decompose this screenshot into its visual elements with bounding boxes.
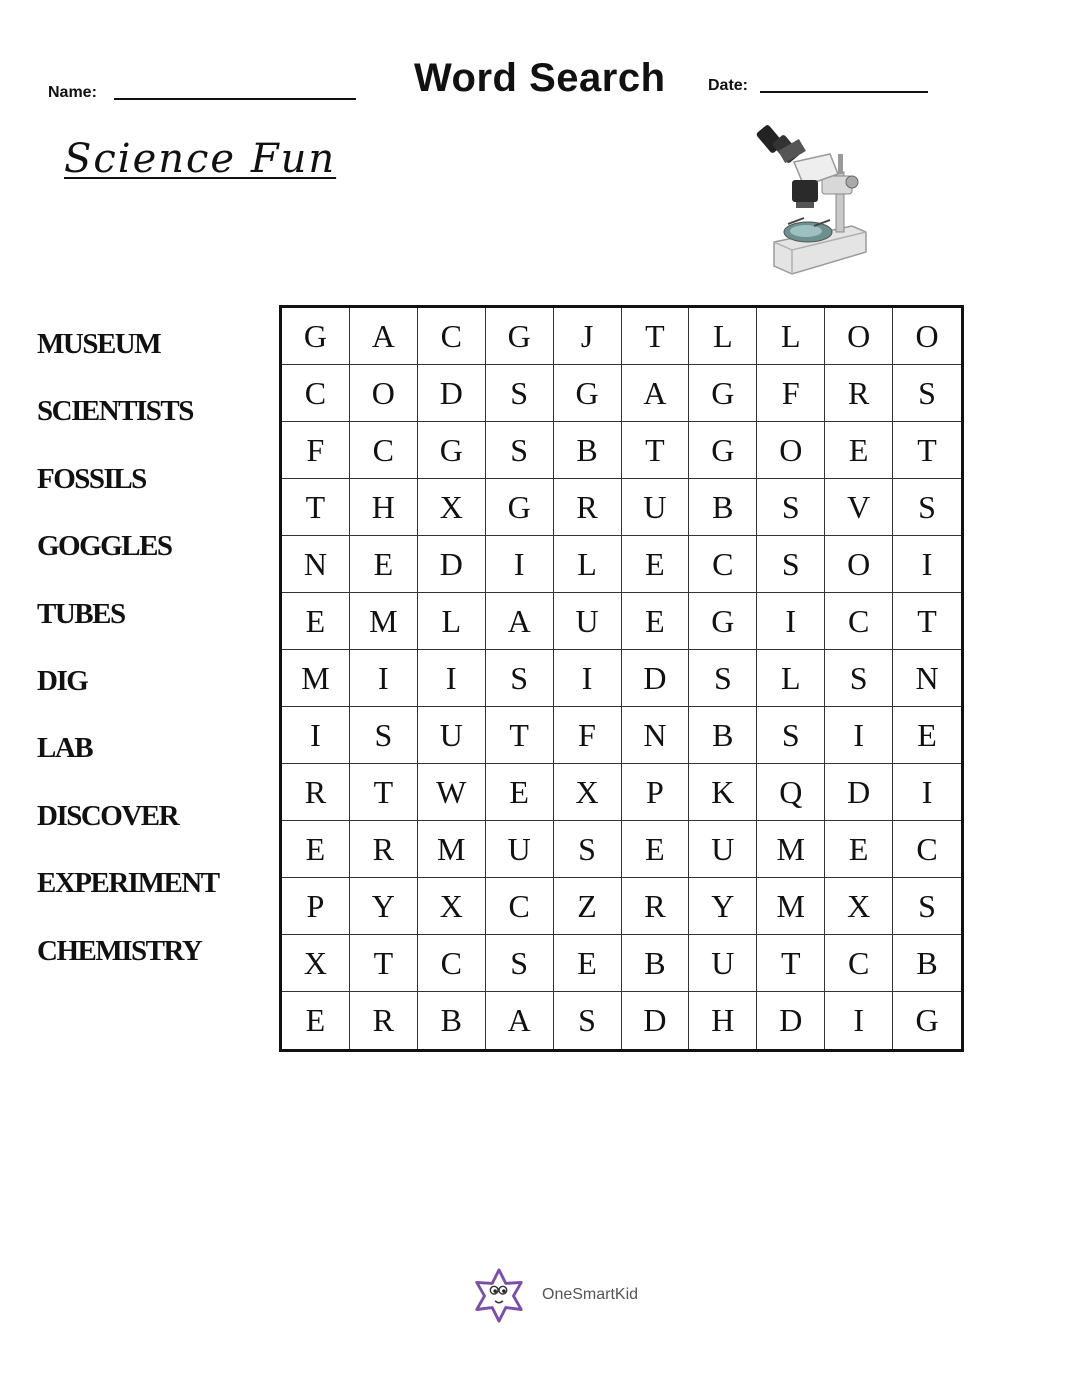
- grid-cell[interactable]: R: [282, 764, 350, 821]
- grid-cell[interactable]: E: [554, 935, 622, 992]
- word-list-item: CHEMISTRY: [37, 934, 202, 967]
- grid-cell[interactable]: U: [418, 707, 486, 764]
- word-list: [37, 328, 219, 1002]
- grid-cell[interactable]: U: [622, 479, 690, 536]
- grid-cell[interactable]: T: [622, 422, 690, 479]
- grid-cell[interactable]: E: [825, 422, 893, 479]
- grid-cell[interactable]: G: [915, 1002, 939, 1038]
- grid-cell[interactable]: E: [893, 707, 961, 764]
- grid-cell[interactable]: G: [418, 422, 486, 479]
- grid-cell[interactable]: S: [825, 650, 893, 707]
- grid-cell[interactable]: B: [554, 422, 622, 479]
- grid-cell[interactable]: S: [486, 650, 554, 707]
- grid-cell[interactable]: I: [825, 707, 893, 764]
- grid-cell[interactable]: L: [757, 650, 825, 707]
- grid-cell[interactable]: O: [757, 422, 825, 479]
- grid-cell[interactable]: Z: [554, 878, 622, 935]
- grid-cell[interactable]: K: [689, 764, 757, 821]
- grid-cell[interactable]: I: [757, 593, 825, 650]
- grid-cell[interactable]: X: [418, 479, 486, 536]
- grid-cell[interactable]: G: [486, 308, 554, 365]
- grid-cell[interactable]: T: [282, 479, 350, 536]
- grid-cell[interactable]: Y: [350, 878, 418, 935]
- grid-cell[interactable]: N: [622, 707, 690, 764]
- grid-cell[interactable]: G: [282, 308, 350, 365]
- grid-cell[interactable]: G: [689, 422, 757, 479]
- grid-cell[interactable]: I: [486, 536, 554, 593]
- grid-cell[interactable]: U: [689, 935, 757, 992]
- word-list-item: GOGGLES: [37, 530, 172, 563]
- grid-cell[interactable]: B: [689, 707, 757, 764]
- grid-cell[interactable]: D: [418, 365, 486, 422]
- grid-cell[interactable]: C: [825, 935, 893, 992]
- grid-cell[interactable]: C: [418, 935, 486, 992]
- grid-cell[interactable]: B: [418, 992, 486, 1049]
- grid-cell[interactable]: U: [486, 821, 554, 878]
- grid-cell[interactable]: I: [350, 650, 418, 707]
- grid-cell[interactable]: P: [282, 878, 350, 935]
- grid-cell[interactable]: H: [689, 992, 757, 1049]
- grid-cell[interactable]: S: [757, 536, 825, 593]
- grid-cell[interactable]: C: [282, 365, 350, 422]
- grid-cell[interactable]: C: [486, 878, 554, 935]
- word-list-item: FOSSILS: [37, 462, 146, 495]
- star-face-icon: [470, 1266, 528, 1324]
- grid-cell[interactable]: S: [486, 935, 554, 992]
- grid-cell[interactable]: C: [689, 536, 757, 593]
- grid-cell[interactable]: O: [825, 536, 893, 593]
- grid-cell[interactable]: I: [825, 992, 893, 1049]
- grid-cell[interactable]: I: [282, 707, 350, 764]
- grid-cell[interactable]: C: [893, 821, 961, 878]
- grid-cell[interactable]: F: [757, 365, 825, 422]
- grid-cell[interactable]: G: [689, 593, 757, 650]
- grid-cell[interactable]: I: [893, 536, 961, 593]
- grid-cell[interactable]: M: [418, 821, 486, 878]
- grid-cell[interactable]: I: [554, 650, 622, 707]
- grid-cell[interactable]: E: [350, 536, 418, 593]
- grid-cell[interactable]: E: [622, 536, 690, 593]
- grid-cell[interactable]: T: [893, 422, 961, 479]
- grid-cell[interactable]: E: [825, 821, 893, 878]
- microscope-icon: [752, 114, 872, 284]
- grid-cell[interactable]: U: [689, 821, 757, 878]
- grid-cell[interactable]: D: [622, 992, 690, 1049]
- grid-cell[interactable]: O: [825, 308, 893, 365]
- grid-cell[interactable]: S: [893, 479, 961, 536]
- grid-cell[interactable]: M: [282, 650, 350, 707]
- grid-cell[interactable]: X: [554, 764, 622, 821]
- grid-cell[interactable]: T: [622, 308, 690, 365]
- name-field[interactable]: [114, 98, 356, 100]
- grid-cell[interactable]: L: [418, 593, 486, 650]
- grid-cell[interactable]: Y: [689, 878, 757, 935]
- grid-cell[interactable]: M: [350, 593, 418, 650]
- date-label: Date:: [708, 77, 749, 94]
- grid-cell[interactable]: X: [418, 878, 486, 935]
- grid-cell[interactable]: E: [282, 992, 350, 1049]
- date-field[interactable]: [760, 91, 928, 93]
- grid-cell[interactable]: L: [554, 536, 622, 593]
- grid-cell[interactable]: S: [350, 707, 418, 764]
- grid-cell[interactable]: A: [486, 992, 554, 1049]
- grid-cell[interactable]: A: [622, 365, 690, 422]
- grid-cell[interactable]: D: [622, 650, 690, 707]
- grid-cell[interactable]: B: [689, 479, 757, 536]
- grid-cell[interactable]: R: [554, 479, 622, 536]
- grid-cell[interactable]: S: [486, 365, 554, 422]
- grid-cell[interactable]: T: [350, 764, 418, 821]
- grid-cell[interactable]: E: [622, 593, 690, 650]
- grid-cell[interactable]: S: [689, 650, 757, 707]
- grid-cell[interactable]: I: [418, 650, 486, 707]
- grid-cell[interactable]: W: [418, 764, 486, 821]
- grid-cell[interactable]: O: [350, 365, 418, 422]
- grid-cell[interactable]: T: [893, 593, 961, 650]
- grid-cell[interactable]: O: [893, 308, 961, 365]
- word-list-item: TUBES: [37, 597, 125, 630]
- grid-cell[interactable]: G: [554, 365, 622, 422]
- grid-cell[interactable]: C: [418, 308, 486, 365]
- grid-cell[interactable]: E: [282, 821, 350, 878]
- grid-cell[interactable]: I: [893, 764, 961, 821]
- grid-cell[interactable]: U: [554, 593, 622, 650]
- brand-name: OneSmartKid: [542, 1286, 639, 1303]
- grid-cell[interactable]: R: [622, 878, 690, 935]
- page-title: Word Search: [414, 56, 666, 100]
- grid-cell[interactable]: D: [757, 992, 825, 1049]
- grid-cell[interactable]: H: [350, 479, 418, 536]
- grid-cell[interactable]: R: [350, 821, 418, 878]
- grid-cell[interactable]: S: [554, 992, 622, 1049]
- footer: [470, 1266, 638, 1324]
- subtitle: Science Fun: [64, 136, 337, 182]
- grid-cell[interactable]: S: [893, 365, 961, 422]
- name-label: Name:: [48, 84, 97, 101]
- grid-cell[interactable]: A: [350, 308, 418, 365]
- grid-cell[interactable]: S: [757, 479, 825, 536]
- grid-cell[interactable]: B: [893, 935, 961, 992]
- word-list-item: MUSEUM: [37, 328, 161, 360]
- grid-cell[interactable]: T: [486, 707, 554, 764]
- grid-cell[interactable]: L: [757, 308, 825, 365]
- grid-cell[interactable]: S: [486, 422, 554, 479]
- grid-cell[interactable]: R: [350, 992, 418, 1049]
- grid-cell[interactable]: F: [554, 707, 622, 764]
- grid-cell[interactable]: X: [282, 935, 350, 992]
- word-list-item: DIG: [37, 664, 88, 697]
- grid-cell[interactable]: G: [486, 479, 554, 536]
- grid-cell[interactable]: T: [350, 935, 418, 992]
- grid-cell[interactable]: E: [486, 764, 554, 821]
- grid-cell[interactable]: Q: [757, 764, 825, 821]
- grid-cell[interactable]: N: [282, 536, 350, 593]
- grid-cell[interactable]: V: [825, 479, 893, 536]
- grid-cell[interactable]: E: [622, 821, 690, 878]
- word-list-item: LAB: [37, 732, 93, 765]
- grid-cell[interactable]: E: [282, 593, 350, 650]
- grid-cell[interactable]: T: [757, 935, 825, 992]
- grid-cell[interactable]: J: [554, 308, 622, 365]
- grid-cell[interactable]: S: [757, 707, 825, 764]
- grid-cell[interactable]: D: [825, 764, 893, 821]
- grid-cell[interactable]: G: [689, 365, 757, 422]
- word-list-item: EXPERIMENT: [37, 867, 219, 900]
- grid-cell[interactable]: P: [622, 764, 690, 821]
- grid-cell[interactable]: M: [757, 878, 825, 935]
- word-list-item: SCIENTISTS: [37, 395, 193, 428]
- grid-cell[interactable]: X: [825, 878, 893, 935]
- grid-cell[interactable]: N: [893, 650, 961, 707]
- grid-cell[interactable]: C: [350, 422, 418, 479]
- grid-cell[interactable]: L: [689, 308, 757, 365]
- grid-cell[interactable]: A: [486, 593, 554, 650]
- grid-cell[interactable]: S: [893, 878, 961, 935]
- grid-cell[interactable]: D: [418, 536, 486, 593]
- word-list-item: DISCOVER: [37, 799, 179, 832]
- grid-cell[interactable]: M: [757, 821, 825, 878]
- grid-cell[interactable]: S: [554, 821, 622, 878]
- grid-cell[interactable]: C: [825, 593, 893, 650]
- word-search-grid: [279, 305, 964, 1052]
- grid-cell[interactable]: F: [282, 422, 350, 479]
- grid-cell[interactable]: B: [622, 935, 690, 992]
- grid-cell[interactable]: R: [825, 365, 893, 422]
